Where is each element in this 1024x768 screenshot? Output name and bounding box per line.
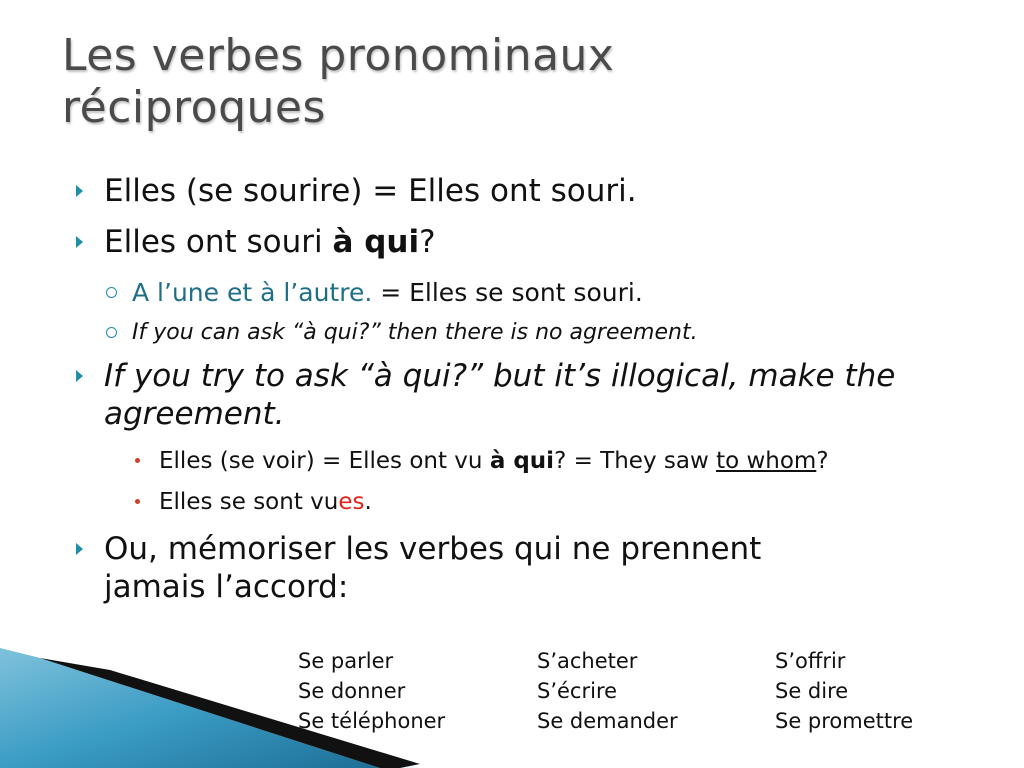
bullet-bold-text: à qui xyxy=(332,224,420,260)
bullet-text-line-1: Ou, mémoriser les verbes qui ne prennent xyxy=(104,531,762,567)
slide-title-line-1: Les verbes pronominaux xyxy=(62,30,615,81)
sub-bullet-text: = Elles se sont souri. xyxy=(372,278,643,307)
arrow-bullet-icon xyxy=(76,185,83,197)
sub-bullet-item-1 xyxy=(132,277,992,309)
arrow-bullet-icon xyxy=(76,543,83,555)
circle-bullet-icon xyxy=(106,327,117,338)
slide-title-line-2: réciproques xyxy=(62,82,326,133)
dot-bullet-icon xyxy=(135,499,140,504)
bullet-text-line-1: If you try to ask “à qui?” but it’s illogical, make the xyxy=(104,358,896,394)
tertiary-bold-text: à qui xyxy=(489,448,555,474)
red-ending-text: es xyxy=(338,489,365,515)
verb-cell: S’écrire xyxy=(537,679,618,703)
decorative-swoosh xyxy=(0,640,420,768)
tertiary-bullet-item-1 xyxy=(159,446,1009,476)
swoosh-blue-band xyxy=(0,648,380,768)
slide-title xyxy=(62,30,614,134)
verb-cell: Se promettre xyxy=(775,709,914,733)
verb-cell: Se téléphoner xyxy=(298,709,446,733)
verb-column-2 xyxy=(537,646,678,736)
verb-cell: Se donner xyxy=(298,679,406,703)
arrow-bullet-icon xyxy=(76,236,83,248)
verb-cell: S’acheter xyxy=(537,649,638,673)
bullet-text: ? xyxy=(419,224,436,260)
bullet-item-1 xyxy=(104,172,984,210)
verb-cell: S’offrir xyxy=(775,649,846,673)
verb-cell: Se demander xyxy=(537,709,678,733)
verb-cell: Se parler xyxy=(298,649,394,673)
bullet-text: Elles (se sourire) = Elles ont souri. xyxy=(104,173,637,209)
dot-bullet-icon xyxy=(135,458,140,463)
bullet-item-4 xyxy=(104,530,984,606)
bullet-item-3 xyxy=(104,357,984,433)
underlined-text: to whom xyxy=(716,448,817,474)
sub-bullet-item-2 xyxy=(132,317,992,349)
tertiary-text: Elles (se voir) = Elles ont vu xyxy=(159,448,490,474)
bullet-text-line-2: agreement. xyxy=(104,396,285,432)
tertiary-text: ? = They saw xyxy=(554,448,717,474)
tertiary-bullet-item-2 xyxy=(159,487,1009,517)
circle-bullet-icon xyxy=(106,287,117,298)
sub-bullet-text: If you can ask “à qui?” then there is no agreement. xyxy=(132,320,698,345)
tertiary-text: Elles se sont vu xyxy=(159,489,339,515)
bullet-text: Elles ont souri xyxy=(104,224,333,260)
bullet-item-2 xyxy=(104,223,984,261)
verb-column-3 xyxy=(775,646,913,736)
tertiary-text: . xyxy=(364,489,372,515)
arrow-bullet-icon xyxy=(76,370,83,382)
verb-cell: Se dire xyxy=(775,679,849,703)
bullet-text-line-2: jamais l’accord: xyxy=(104,569,349,605)
teal-highlight-text: A l’une et à l’autre. xyxy=(132,278,373,307)
tertiary-text: ? xyxy=(816,448,829,474)
